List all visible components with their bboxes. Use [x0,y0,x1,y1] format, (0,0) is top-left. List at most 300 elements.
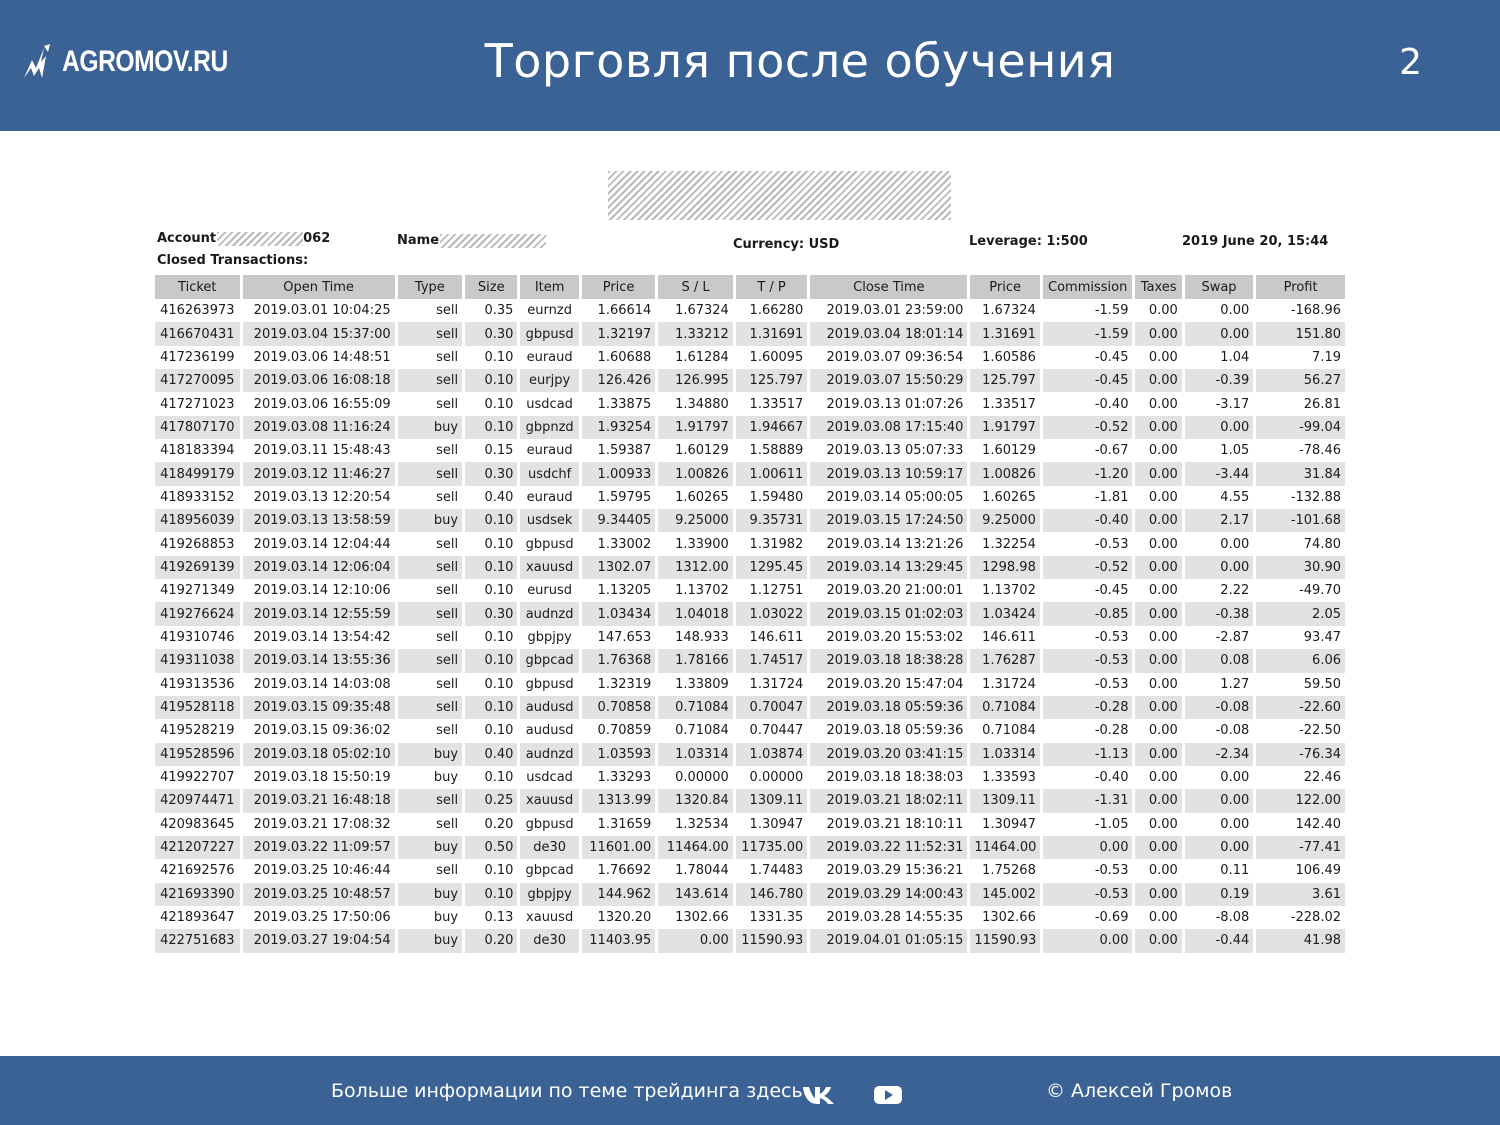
table-cell: 0.00 [1148,629,1178,645]
table-cell: 0.40 [465,743,517,766]
table-cell: 4.55 [1220,489,1250,505]
table-cell: 0.71084 [658,696,733,719]
table-cell: 0.71084 [675,723,729,739]
table-cell: -0.45 [1094,583,1129,599]
table-cell: 417807170 [155,416,240,439]
table-cell: 2019.03.28 14:55:35 [826,910,964,926]
table-cell: 2019.03.25 10:48:57 [243,883,395,906]
table-cell: -22.60 [1256,696,1345,719]
table-cell: 416263973 [160,303,235,319]
table-header-row [155,275,1345,299]
table-cell: 0.10 [484,583,514,599]
table-cell: 2019.03.01 10:04:25 [253,303,391,319]
table-cell: 0.25 [465,789,517,812]
table-cell: 2019.03.14 13:29:45 [810,556,967,579]
table-cell: 1.74483 [749,863,804,879]
table-cell: sell [436,816,459,832]
table-cell: 2.22 [1220,583,1250,599]
table-cell: 0.10 [484,396,514,412]
table-cell: 2019.03.15 01:02:03 [810,602,967,625]
table-cell: 0.00 [1220,816,1250,832]
table-cell: 1.13702 [675,583,729,599]
table-cell: 11590.93 [736,929,807,952]
table-cell: -0.53 [1094,536,1129,552]
table-cell: -0.28 [1043,696,1133,719]
name-label: Name [397,233,440,248]
table-cell: -0.52 [1043,416,1133,439]
table-cell: gbpusd [525,816,574,832]
table-cell: sell [436,536,459,552]
table-cell: 2019.03.15 17:24:50 [810,509,967,532]
table-cell: sell [398,556,462,579]
table-cell: 1.60265 [982,489,1036,505]
table-cell: -101.68 [1256,509,1345,532]
column-header: Profit [1256,275,1345,299]
table-cell: 1.03593 [582,743,656,766]
table-cell: 2019.03.12 11:46:27 [243,462,395,485]
table-cell: -0.67 [1094,443,1129,459]
site-logo[interactable] [22,40,264,84]
table-cell: 1.33212 [658,322,733,345]
table-cell: 2019.03.22 11:09:57 [243,836,395,859]
table-cell: 0.00 [1148,396,1178,412]
table-cell: 143.614 [658,883,733,906]
table-cell: 1.76368 [582,649,656,672]
redacted-account-number [217,232,303,246]
table-cell: 1309.11 [970,789,1039,812]
youtube-icon[interactable] [874,1084,902,1106]
table-cell: sell [398,602,462,625]
table-cell: 1298.98 [970,556,1039,579]
table-cell: -0.08 [1215,723,1250,739]
table-cell: -3.44 [1185,462,1253,485]
table-cell: 419276624 [155,602,240,625]
table-cell: -1.59 [1043,322,1133,345]
table-cell: 2019.03.07 15:50:29 [810,369,967,392]
table-cell: 11590.93 [970,929,1039,952]
table-cell: 0.00 [658,929,733,952]
table-cell: 1320.84 [658,789,733,812]
table-cell: 1.91797 [658,416,733,439]
table-cell: 93.47 [1303,629,1341,645]
table-cell: 0.70858 [582,696,656,719]
table-row [155,532,1345,555]
table-cell: 0.10 [465,369,517,392]
table-cell: 146.611 [749,629,804,645]
table-cell: 31.84 [1256,462,1345,485]
table-cell: 126.426 [582,369,656,392]
table-cell: sell [436,583,459,599]
table-cell: 0.30 [465,602,517,625]
table-cell: 1.00611 [736,462,807,485]
table-cell: 1302.66 [675,910,729,926]
table-cell: 1.33593 [982,770,1036,786]
table-cell: buy [398,929,462,952]
table-cell: 2019.03.18 18:38:03 [826,770,964,786]
table-cell: 0.10 [484,770,514,786]
table-cell: 1.27 [1220,676,1250,692]
table-cell: 1302.66 [982,910,1036,926]
table-cell: 0.00 [1135,556,1181,579]
table-cell: 2019.03.18 15:50:19 [253,770,391,786]
table-cell: 0.00 [1148,770,1178,786]
table-cell: -22.50 [1299,723,1341,739]
table-cell: 1320.20 [597,910,652,926]
table-cell: 0.00 [1135,883,1181,906]
table-row [155,392,1345,415]
table-cell: -99.04 [1256,416,1345,439]
table-cell: 419310746 [160,629,235,645]
account-label: Account [157,231,217,246]
table-cell: audusd [525,723,574,739]
table-cell: -3.17 [1215,396,1250,412]
table-cell: sell [398,369,462,392]
column-header: Taxes [1135,275,1181,299]
table-cell: -1.81 [1094,489,1129,505]
table-cell: 146.780 [736,883,807,906]
table-cell: 22.46 [1303,770,1341,786]
table-cell: 0.00000 [675,770,729,786]
redacted-name [440,234,546,248]
table-cell: 2019.03.01 23:59:00 [826,303,964,319]
table-cell: 0.70859 [597,723,652,739]
table-cell: 1295.45 [736,556,807,579]
table-cell: buy [433,910,459,926]
table-cell: 0.00 [1148,863,1178,879]
table-cell: -0.39 [1185,369,1253,392]
table-cell: 1.60265 [675,489,729,505]
table-cell: 1312.00 [658,556,733,579]
table-cell: 3.61 [1256,883,1345,906]
table-cell: 1.12751 [749,583,804,599]
table-cell: eurnzd [527,303,572,319]
column-header: T / P [736,275,807,299]
table-cell: 9.25000 [658,509,733,532]
table-row [155,439,1345,462]
table-cell: 1313.99 [582,789,656,812]
table-cell: 41.98 [1256,929,1345,952]
table-row [155,299,1345,322]
table-cell: 2019.03.13 13:58:59 [243,509,395,532]
table-cell: 106.49 [1295,863,1341,879]
table-row [155,509,1345,532]
table-cell: 419922707 [160,770,235,786]
table-cell: 1302.07 [582,556,656,579]
table-cell: 11735.00 [736,836,807,859]
table-cell: 1.78044 [675,863,729,879]
table-cell: 1.04 [1220,349,1250,365]
table-cell: 1.33517 [982,396,1036,412]
table-cell: 419528219 [160,723,235,739]
table-cell: sell [436,629,459,645]
table-cell: 1.66280 [749,303,804,319]
table-cell: sell [398,696,462,719]
report-date: 2019 June 20, 15:44 [1182,234,1329,249]
table-cell: 419268853 [160,536,235,552]
table-cell: 1.58889 [749,443,804,459]
table-cell: 1.00933 [582,462,656,485]
table-cell: 1.31691 [736,322,807,345]
table-cell: 0.00 [1185,836,1253,859]
table-cell: 419313536 [160,676,235,692]
table-cell: sell [436,863,459,879]
table-cell: sell [436,676,459,692]
table-cell: 2.05 [1256,602,1345,625]
table-cell: 419271349 [160,583,235,599]
table-cell: 9.34405 [582,509,656,532]
table-cell: buy [433,770,459,786]
column-header: Price [970,275,1039,299]
table-cell: sell [398,649,462,672]
table-row [155,602,1345,625]
table-cell: 1.03022 [736,602,807,625]
table-cell: gbpusd [525,676,574,692]
table-cell: 0.00 [1135,836,1181,859]
table-cell: 125.797 [970,369,1039,392]
table-cell: 0.00 [1043,836,1133,859]
table-cell: 1.34880 [675,396,729,412]
table-cell: 1.31982 [749,536,804,552]
table-cell: -168.96 [1290,303,1341,319]
table-cell: 2019.03.14 13:21:26 [826,536,964,552]
table-cell: 1.33900 [675,536,729,552]
table-cell: 0.00 [1148,676,1178,692]
table-cell: 151.80 [1256,322,1345,345]
table-cell: 144.962 [582,883,656,906]
table-cell: audnzd [520,743,578,766]
table-cell: 2019.03.04 18:01:14 [810,322,967,345]
table-row [155,766,1345,789]
section-title: Closed Transactions: [157,253,309,268]
table-cell: 419528596 [155,743,240,766]
table-cell: 1.66614 [597,303,652,319]
table-cell: 0.11 [1220,863,1250,879]
table-cell: 0.00 [1148,816,1178,832]
table-cell: 1.03434 [582,602,656,625]
table-cell: 0.00 [1135,322,1181,345]
table-cell: 2019.03.13 10:59:17 [810,462,967,485]
table-cell: 418933152 [160,489,235,505]
table-cell: 148.933 [675,629,729,645]
table-cell: 0.15 [484,443,514,459]
table-cell: 0.00 [1185,322,1253,345]
table-cell: 2019.03.20 15:47:04 [826,676,964,692]
table-cell: -49.70 [1299,583,1341,599]
table-row [155,673,1345,696]
table-cell: 2019.03.18 05:02:10 [243,743,395,766]
table-cell: 59.50 [1303,676,1341,692]
table-row [155,416,1345,439]
table-cell: 419528118 [155,696,240,719]
table-row [155,789,1345,812]
table-cell: 1.91797 [970,416,1039,439]
table-cell: 0.19 [1185,883,1253,906]
table-cell: gbpusd [525,536,574,552]
table-cell: -0.44 [1185,929,1253,952]
table-cell: 0.00 [1135,602,1181,625]
table-cell: -0.52 [1043,556,1133,579]
table-cell: -1.13 [1043,743,1133,766]
table-cell: -0.69 [1094,910,1129,926]
table-cell: 2019.03.29 14:00:43 [810,883,967,906]
table-cell: sell [398,462,462,485]
table-cell: euraud [526,443,573,459]
column-header: Size [465,275,517,299]
table-cell: gbpjpy [527,629,572,645]
column-header: Swap [1185,275,1253,299]
table-cell: 2019.03.08 11:16:24 [243,416,395,439]
table-cell: gbpcad [525,863,574,879]
slide-title: Торговля после обучения [484,34,1116,88]
table-row [155,462,1345,485]
table-cell: 126.995 [658,369,733,392]
table-row [155,579,1345,602]
table-row [155,649,1345,672]
table-cell: 0.00 [1220,303,1250,319]
table-cell: sell [436,396,459,412]
table-cell: eurjpy [520,369,578,392]
table-cell: -0.45 [1043,369,1133,392]
table-cell: 0.10 [465,883,517,906]
table-cell: 2019.03.14 14:03:08 [253,676,391,692]
table-row [155,486,1345,509]
table-cell: buy [398,836,462,859]
table-cell: 0.00 [1135,649,1181,672]
table-cell: 1.03314 [658,743,733,766]
table-cell: 0.00 [1185,556,1253,579]
table-row [155,883,1345,906]
table-cell: xauusd [526,910,574,926]
table-cell: 2019.03.06 14:48:51 [253,349,391,365]
table-cell: 2019.03.21 18:10:11 [826,816,964,832]
table-cell: -2.34 [1185,743,1253,766]
table-cell: 0.70447 [749,723,804,739]
table-cell: gbpcad [520,649,578,672]
table-cell: 0.00 [1135,369,1181,392]
table-cell: 422751683 [155,929,240,952]
table-cell: 1.59795 [597,489,652,505]
table-cell: 1.33875 [597,396,652,412]
leverage-field: Leverage: 1:500 [969,234,1088,249]
table-cell: 2019.03.14 12:04:44 [253,536,391,552]
table-row [155,719,1345,742]
table-row [155,743,1345,766]
table-cell: 147.653 [597,629,652,645]
table-cell: 1.60688 [597,349,652,365]
table-cell: 2019.03.27 19:04:54 [243,929,395,952]
vk-icon[interactable] [802,1084,836,1106]
footer-info-text[interactable]: Больше информации по теме трейдинга здесь [331,1080,803,1102]
table-cell: 0.00000 [749,770,804,786]
table-cell: 1.05 [1220,443,1250,459]
table-row [155,836,1345,859]
table-cell: 2019.03.20 03:41:15 [810,743,967,766]
table-cell: xauusd [520,789,578,812]
table-cell: -0.53 [1043,649,1133,672]
table-cell: -77.41 [1256,836,1345,859]
table-cell: sell [398,322,462,345]
table-cell: -228.02 [1290,910,1341,926]
table-cell: -0.53 [1043,883,1133,906]
table-cell: 1.67324 [675,303,729,319]
table-cell: 0.00 [1148,349,1178,365]
table-cell: 0.30 [465,462,517,485]
table-cell: 1309.11 [736,789,807,812]
table-cell: 0.00 [1148,583,1178,599]
table-cell: 1.61284 [675,349,729,365]
table-cell: 0.00 [1148,489,1178,505]
table-cell: 56.27 [1256,369,1345,392]
table-cell: 2019.03.11 15:48:43 [253,443,391,459]
table-cell: 2019.03.25 17:50:06 [253,910,391,926]
table-cell: 0.10 [465,696,517,719]
table-cell: 421893647 [160,910,235,926]
table-cell: 0.00 [1220,770,1250,786]
column-header: S / L [658,275,733,299]
table-cell: 1.59387 [597,443,652,459]
column-header: Close Time [810,275,967,299]
table-cell: -0.40 [1094,396,1129,412]
account-field [157,231,330,246]
table-cell: buy [398,509,462,532]
table-cell: 1.32254 [982,536,1036,552]
table-cell: -0.40 [1094,770,1129,786]
table-cell: 0.50 [465,836,517,859]
table-cell: 417236199 [160,349,235,365]
table-cell: 1.76692 [597,863,652,879]
table-cell: 2019.03.06 16:55:09 [253,396,391,412]
table-cell: audusd [520,696,578,719]
table-cell: 2019.03.18 05:59:36 [810,696,967,719]
table-row [155,813,1345,836]
table-cell: sell [436,723,459,739]
table-cell: 0.00 [1148,303,1178,319]
table-cell: 0.00 [1135,789,1181,812]
table-cell: -0.28 [1094,723,1129,739]
table-cell: sell [436,303,459,319]
table-row [155,626,1345,649]
table-cell: 11403.95 [582,929,656,952]
table-cell: 0.00 [1148,910,1178,926]
table-cell: 2019.03.13 01:07:26 [826,396,964,412]
table-cell: 0.10 [484,863,514,879]
table-cell: 0.00 [1135,462,1181,485]
table-cell: 0.13 [484,910,514,926]
table-cell: 2019.03.15 09:36:02 [253,723,391,739]
table-cell: sell [436,443,459,459]
table-cell: 1331.35 [749,910,804,926]
table-cell: -1.05 [1094,816,1129,832]
column-header: Type [398,275,462,299]
account-suffix: 062 [303,231,331,246]
table-cell: 0.00 [1135,416,1181,439]
table-cell: sell [436,349,459,365]
table-cell: 0.35 [484,303,514,319]
table-cell: euraud [526,489,573,505]
table-cell: 1.13205 [597,583,652,599]
table-cell: 0.10 [484,349,514,365]
table-cell: usdsek [520,509,578,532]
table-cell: 0.00 [1135,509,1181,532]
table-cell: 1.32197 [582,322,656,345]
table-cell: 0.00 [1185,416,1253,439]
table-cell: gbpjpy [520,883,578,906]
table-cell: -76.34 [1256,743,1345,766]
table-cell: -0.45 [1094,349,1129,365]
table-cell: 0.10 [465,556,517,579]
table-cell: -0.40 [1043,509,1133,532]
slide-header [0,0,1500,131]
